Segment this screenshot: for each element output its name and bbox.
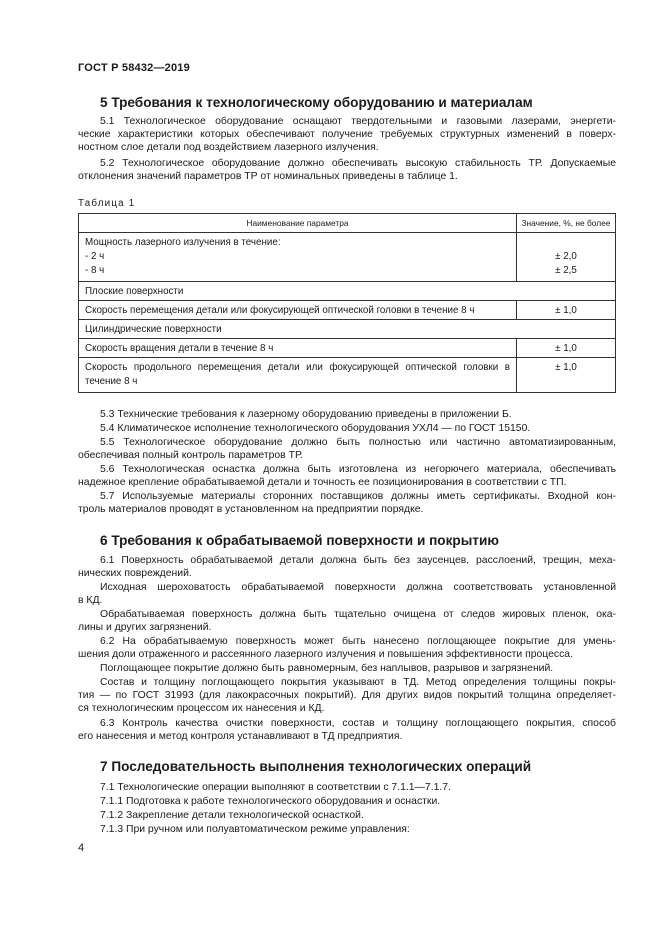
paragraph-line: 6.2 На обрабатываемую поверхность может быть нанесено поглощающее покрытие для умень-	[100, 636, 616, 647]
section-cylindrical-surfaces: Цилиндрические поверхности	[79, 320, 616, 339]
paragraph-6-2-coating	[78, 662, 616, 675]
paragraph-5-4	[78, 422, 616, 435]
column-header-value: Значение, %, не более	[516, 214, 615, 233]
table-cell-value	[516, 233, 615, 282]
paragraph-line: обеспечивая полный контроль параметров ТР.	[78, 450, 303, 461]
paragraph-5-3	[78, 408, 616, 421]
document-code-header: ГОСТ Р 58432—2019	[78, 62, 190, 74]
paragraph-6-2	[78, 635, 616, 661]
parameters-table	[78, 213, 616, 393]
table-section-row	[79, 320, 616, 339]
paragraph-7-1	[78, 781, 616, 794]
rotation-speed-label: Скорость вращения детали в течение 8 ч	[79, 339, 517, 358]
paragraph-line: 5.1 Технологическое оборудование оснащают твердотельными и газовыми лазерами, энергети-	[100, 116, 616, 127]
paragraph-line: троль материалов проводят в установленном на предприятии порядке.	[78, 504, 424, 515]
paragraph-line: тия — по ГОСТ 31993 (для лакокрасочных покрытий). Для других видов покрытий толщина определяет-	[78, 690, 616, 701]
paragraph-line: 5.3 Технические требования к лазерному оборудованию приведены в приложении Б.	[100, 409, 512, 420]
paragraph-5-2	[78, 157, 616, 183]
table-section-row	[79, 282, 616, 301]
paragraph-line: 5.7 Используемые материалы сторонних поставщиков должны иметь сертификаты. Входной кон-	[100, 491, 616, 502]
paragraph-line: отклонения значений параметров ТР от номинальных приведены в таблице 1.	[78, 171, 458, 182]
longitudinal-speed-line-1: Скорость продольного перемещения детали или фокусирующей оптической головки в	[85, 362, 510, 373]
paragraph-line: 6.3 Контроль качества очистки поверхности, состав и толщину поглощающего покрытия, способ	[100, 718, 616, 729]
table-header-row	[79, 214, 616, 233]
paragraph-6-1	[78, 554, 616, 580]
paragraph-7-1-1	[78, 795, 616, 808]
paragraph-line: его нанесения и метод контроля устанавливают в ТД предприятия.	[78, 731, 403, 742]
table-cell-parameter	[79, 233, 517, 282]
longitudinal-speed-label	[79, 358, 517, 393]
paragraph-line: 5.4 Климатическое исполнение технологического оборудования УХЛ4 — по ГОСТ 15150.	[100, 423, 531, 434]
value-8h: ± 2,5	[555, 265, 577, 276]
paragraph-line: 5.2 Технологическое оборудование должно обеспечивать высокую стабильность ТР. Допускаемые	[100, 158, 616, 169]
paragraph-line: надежное крепление обрабатываемой детали и точность ее позиционирования в соответствии с ТП.	[78, 477, 567, 488]
section-5-title: 5 Требования к технологическому оборудованию и материалам	[100, 95, 533, 110]
column-header-parameter: Наименование параметра	[79, 214, 517, 233]
table-row	[79, 339, 616, 358]
paragraph-line: лины и других загрязнений.	[78, 622, 212, 633]
section-6-title: 6 Требования к обрабатываемой поверхности и покрытию	[100, 533, 499, 548]
rotation-speed-value: ± 1,0	[516, 339, 615, 358]
paragraph-line: шения доли отраженного и рассеянного лазерного излучения и повышения эффективности процесса.	[78, 649, 573, 660]
duration-2h: - 2 ч	[85, 251, 105, 262]
paragraph-5-5	[78, 436, 616, 462]
paragraph-6-1-cleaning	[78, 608, 616, 634]
paragraph-5-7	[78, 490, 616, 516]
table-caption: Таблица 1	[78, 198, 136, 209]
table-row	[79, 301, 616, 320]
flat-speed-value: ± 1,0	[516, 301, 615, 320]
duration-8h: - 8 ч	[85, 265, 105, 276]
paragraph-line: 5.6 Технологическая оснастка должна быть изготовлена из негорючего материала, обеспечивать	[100, 464, 616, 475]
table-row	[79, 358, 616, 393]
paragraph-line: 7.1.2 Закрепление детали технологической оснасткой.	[100, 810, 364, 821]
paragraph-6-2-thickness	[78, 676, 616, 715]
longitudinal-speed-line-2: течение 8 ч	[85, 376, 138, 387]
section-flat-surfaces: Плоские поверхности	[79, 282, 616, 301]
paragraph-line: 5.5 Технологическое оборудование должно быть полностью или частично автоматизированным,	[100, 437, 616, 448]
paragraph-line: ческие характеристики которых обеспечивают получение требуемых структурных изменений в поверх-	[78, 129, 616, 140]
paragraph-line: ностном слое детали под воздействием лазерного излучения.	[78, 142, 379, 153]
table-row	[79, 233, 616, 282]
paragraph-6-1-roughness	[78, 581, 616, 607]
paragraph-line: Обрабатываемая поверхность должна быть тщательно очищена от следов жировых пленок, ока-	[100, 609, 616, 620]
laser-power-label: Мощность лазерного излучения в течение:	[85, 237, 281, 248]
paragraph-line: 6.1 Поверхность обрабатываемой детали должна быть без заусенцев, расслоений, трещин, меха-	[100, 555, 616, 566]
paragraph-6-3	[78, 717, 616, 743]
paragraph-5-1	[78, 115, 616, 154]
paragraph-line: в КД.	[78, 595, 103, 606]
paragraph-line: Исходная шероховатость обрабатываемой поверхности должна соответствовать установленной	[100, 582, 616, 593]
paragraph-7-1-3	[78, 823, 616, 836]
value-2h: ± 2,0	[555, 251, 577, 262]
section-7-title: 7 Последовательность выполнения технологических операций	[100, 759, 532, 774]
paragraph-line: 7.1.1 Подготовка к работе технологического оборудования и оснастки.	[100, 796, 441, 807]
paragraph-line: нических повреждений.	[78, 568, 192, 579]
paragraph-line: 7.1 Технологические операции выполняют в соответствии с 7.1.1—7.1.7.	[100, 782, 451, 793]
flat-speed-label: Скорость перемещения детали или фокусирующей оптической головки в течение 8 ч	[79, 301, 517, 320]
longitudinal-speed-value: ± 1,0	[516, 358, 615, 393]
page-number: 4	[78, 842, 85, 854]
paragraph-5-6	[78, 463, 616, 489]
paragraph-line: ся технологическим процессом их нанесения и КД.	[78, 703, 325, 714]
paragraph-7-1-2	[78, 809, 616, 822]
paragraph-line: Поглощающее покрытие должно быть равномерным, без наплывов, разрывов и загрязнений.	[100, 663, 554, 674]
paragraph-line: Состав и толщину поглощающего покрытия указывают в ТД. Метод определения толщины покры-	[100, 677, 616, 688]
paragraph-line: 7.1.3 При ручном или полуавтоматическом режиме управления:	[100, 824, 410, 835]
